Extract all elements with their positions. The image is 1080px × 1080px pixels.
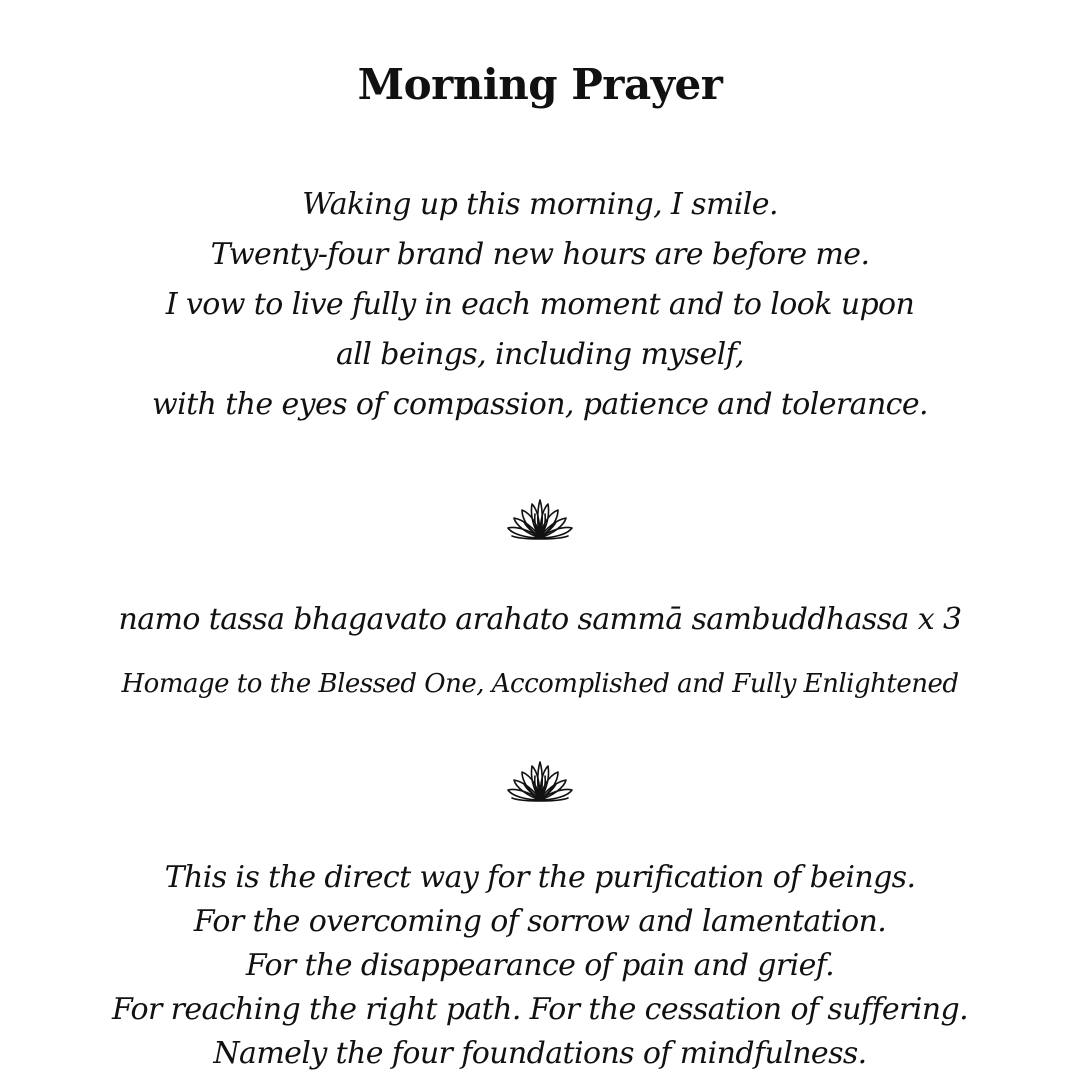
pali-chant [0,598,1080,642]
stanza-line: I vow to live fully in each moment and to look upon [165,287,915,322]
stanza-line: Twenty-four brand new hours are before me. [210,237,870,272]
closing-stanza [0,856,1080,1076]
lotus-icon [506,760,574,804]
pali-translation-text: Homage to the Blessed One, Accomplished and Fully Enlightened [121,669,959,699]
stanza-line: all beings, including myself, [336,337,744,372]
lotus-icon [506,498,574,542]
pali-chant-text: namo tassa bhagavato arahato sammā sambuddhassa x 3 [118,602,962,637]
stanza-line: For reaching the right path. For the cessation of suffering. [111,992,969,1027]
stanza-line: This is the direct way for the purification of beings. [164,860,916,895]
stanza-line: with the eyes of compassion, patience and tolerance. [152,387,928,422]
pali-translation [0,664,1080,704]
stanza-line: For the disappearance of pain and grief. [245,948,835,983]
stanza-line: For the overcoming of sorrow and lamentation. [193,904,887,939]
stanza-line: Namely the four foundations of mindfulness. [213,1036,867,1071]
page-title: Morning Prayer [357,60,723,109]
opening-stanza [0,180,1080,430]
stanza-line: Waking up this morning, I smile. [302,187,778,222]
